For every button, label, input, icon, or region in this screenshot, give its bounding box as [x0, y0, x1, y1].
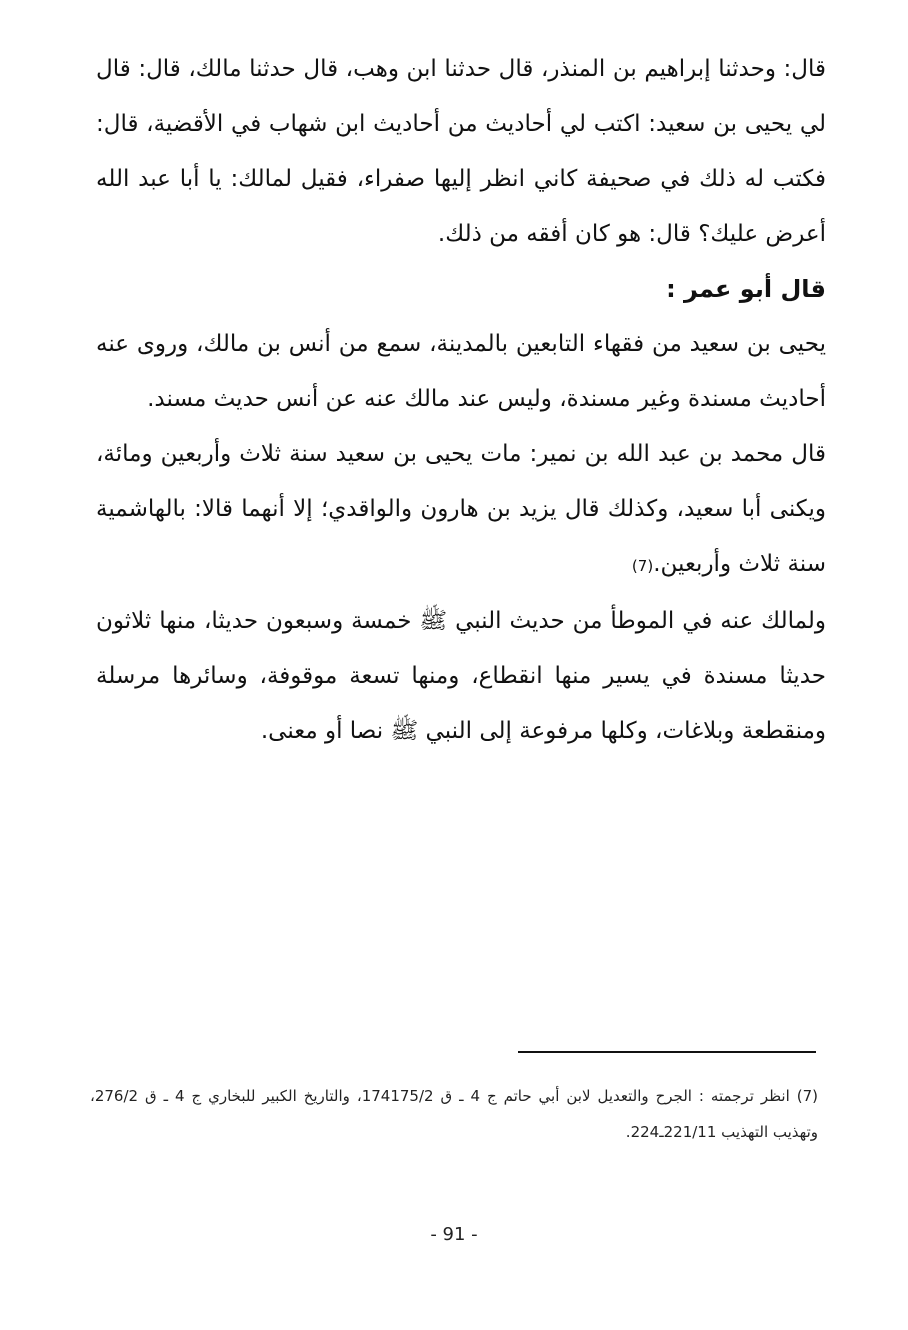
footnote-separator: [518, 1051, 816, 1053]
paragraph-4: ولمالك عنه في الموطأ من حديث النبي ﷺ خمسة وسبعون حديثا، منها ثلاثون حديثا مسندة في يسير منها انقطاع، ومنها تسعة موقوفة، وسائرها مرسلة ومنقطعة وبلاغات، وكلها مرفوعة إلى النبي ﷺ نصا أو معنى.: [96, 608, 826, 744]
main-text: [96, 42, 826, 759]
paragraph-3: [96, 427, 826, 594]
paragraph-3-text: قال محمد بن عبد الله بن نمير: مات يحيى بن سعيد سنة ثلاث وأربعين ومائة، ويكنى أبا سعيد، وكذلك قال يزيد بن هارون والواقدي؛ إلا أنهما قالا: بالهاشمية سنة ثلاث وأربعين.: [96, 441, 826, 577]
paragraph-2: يحيى بن سعيد من فقهاء التابعين بالمدينة، سمع من أنس بن مالك، وروى عنه أحاديث مسندة وغير مسندة، وليس عند مالك عنه عن أنس حديث مسند.: [96, 331, 826, 412]
page-number: - 91 -: [430, 1224, 478, 1245]
footnote-reference: (7): [631, 557, 654, 575]
footnote: (7) انظر ترجمته : الجرح والتعديل لابن أبي حاتم ج 4 ـ ق 174175/2، والتاريخ الكبير للبخاري ج 4 ـ ق 276/2، وتهذيب التهذيب 221/11ـ224.: [90, 1087, 818, 1141]
paragraph-1: قال: وحدثنا إبراهيم بن المنذر، قال حدثنا ابن وهب، قال حدثنا مالك، قال: قال لي يحيى بن سعيد: اكتب لي أحاديث من أحاديث ابن شهاب في الأقضية، قال: فكتب له ذلك في صحيفة كاني انظر إليها صفراء، فقيل لمالك: يا أبا عبد الله أعرض عليك؟ قال: هو كان أفقه من ذلك.: [96, 56, 826, 247]
section-heading: قال أبو عمر :: [666, 275, 826, 303]
